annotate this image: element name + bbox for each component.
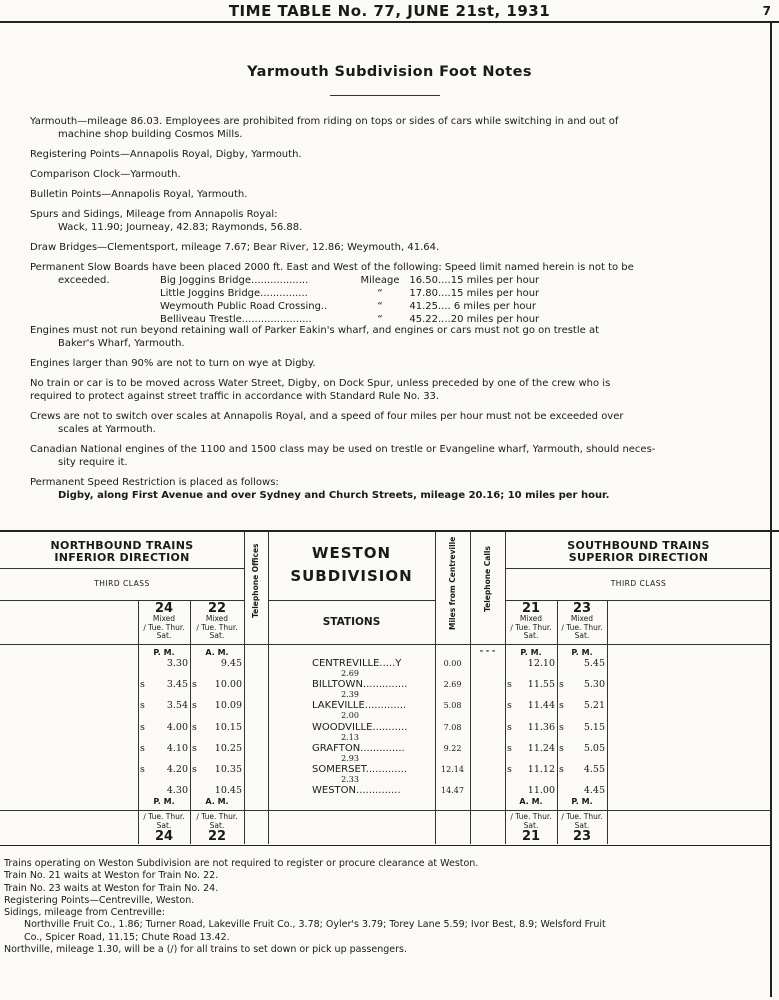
station-name: WOODVILLE........... bbox=[312, 721, 408, 733]
miles-from-centreville: 2.69 bbox=[443, 680, 462, 690]
signal-stop-flag: s bbox=[507, 721, 512, 733]
time-21: 11.00 bbox=[527, 785, 555, 797]
header-rule bbox=[0, 21, 779, 23]
time-24: 3.30 bbox=[166, 658, 188, 669]
footnote: Canadian National engines of the 1100 and 1500 class may be used on trestle or Evangeline wharf, Yarmouth, should neces- sity require it. bbox=[30, 444, 656, 468]
miles-from-centreville: 14.47 bbox=[441, 786, 464, 796]
train-22-footer: ∕ Tue. Thur. Sat. 22 bbox=[196, 812, 238, 844]
time-23: 4.55 bbox=[583, 764, 605, 775]
signal-stop-flag: s bbox=[140, 742, 145, 754]
note: Registering Points—Centreville, Weston. bbox=[4, 894, 195, 906]
train-22-header: 22 Mixed ∕ Tue. Thur. Sat. bbox=[196, 601, 238, 640]
signal-stop-flag: s bbox=[140, 679, 145, 691]
slow-boards-table bbox=[160, 274, 539, 326]
note: Trains operating on Weston Subdivision are not required to register or procure clearance at Weston. bbox=[4, 858, 479, 869]
rule bbox=[505, 568, 772, 569]
inter-station-distance: 2.00 bbox=[341, 711, 359, 721]
signal-stop-flag: s bbox=[192, 764, 197, 775]
footnote: Registering Points—Annapolis Royal, Digby, Yarmouth. bbox=[30, 149, 302, 160]
train-21-footer: ∕ Tue. Thur. Sat. 21 bbox=[510, 812, 552, 844]
miles-from-centreville: 12.14 bbox=[441, 765, 464, 774]
time-22: 10.45 bbox=[214, 785, 242, 797]
train-23-footer: ∕ Tue. Thur. Sat. 23 bbox=[561, 812, 603, 844]
right-border bbox=[770, 22, 772, 997]
footnote: Engines larger than 90% are not to turn on wye at Digby. bbox=[30, 358, 316, 369]
time-21: 11.44 bbox=[527, 700, 555, 712]
slow-row: Big Joggins Bridge.................. Mileage 16.50 ....15 miles per hour bbox=[160, 275, 540, 286]
rule bbox=[0, 810, 772, 811]
time-23: 5.30 bbox=[583, 679, 605, 691]
station-name: SOMERSET............. bbox=[312, 764, 408, 775]
rule bbox=[0, 568, 244, 569]
signal-stop-flag: s bbox=[507, 679, 512, 691]
divider bbox=[607, 600, 608, 844]
rule bbox=[505, 600, 772, 601]
time-22: 10.15 bbox=[214, 721, 242, 733]
page-number: 7 bbox=[762, 4, 771, 18]
note: Train No. 21 waits at Weston for Train No. 22. bbox=[4, 870, 219, 882]
southbound-class: THIRD CLASS bbox=[610, 579, 667, 588]
inter-station-distance: 2.39 bbox=[341, 690, 359, 700]
slow-boards-note: Permanent Slow Boards have been placed 2000 ft. East and West of the following: Speed limit named herein is not to be exceeded. Big Joggins Bridge.................. Mileage 16.50 ....15 miles per hour Little Joggins Bridge............... “ 17.80 ....15 miles per hour Weymouth Public Road Crossing.. “ 41.25 .... 6 miles per hour Belliveau Trestle...................... “ 45.22 ....20 miles per hour bbox=[30, 262, 634, 325]
time-22: 10.35 bbox=[214, 764, 242, 775]
stations-header: STATIONS bbox=[322, 616, 381, 628]
slow-row: Belliveau Trestle...................... “ 45.22 ....20 miles per hour bbox=[160, 314, 540, 325]
time-21: 11.24 bbox=[527, 742, 555, 754]
signal-stop-flag: s bbox=[559, 700, 564, 712]
footnote: Draw Bridges—Clementsport, mileage 7.67; Bear River, 12.86; Weymouth, 41.64. bbox=[30, 242, 440, 253]
signal-stop-flag: s bbox=[192, 742, 197, 754]
time-21: 11.55 bbox=[527, 679, 555, 691]
ampm: P. M. bbox=[153, 797, 175, 806]
ampm: P. M. bbox=[153, 648, 175, 657]
station-name: LAKEVILLE............. bbox=[312, 700, 407, 712]
ampm: A. M. bbox=[205, 648, 229, 657]
footnote: Comparison Clock—Yarmouth. bbox=[30, 169, 181, 180]
ampm: A. M. bbox=[205, 797, 229, 806]
time-24: 4.00 bbox=[166, 721, 188, 733]
inter-station-distance: 2.33 bbox=[341, 775, 359, 784]
time-24: 4.20 bbox=[166, 764, 188, 775]
inter-station-distance: 2.69 bbox=[341, 669, 359, 678]
signal-stop-flag: s bbox=[559, 742, 564, 754]
inter-station-distance: 2.93 bbox=[341, 753, 359, 763]
telephone-calls-header: Telephone Calls bbox=[483, 546, 492, 612]
time-23: 5.45 bbox=[583, 658, 605, 669]
ampm: P. M. bbox=[571, 648, 593, 657]
signal-stop-flag: s bbox=[559, 679, 564, 691]
time-22: 10.09 bbox=[214, 700, 242, 712]
ampm: P. M. bbox=[571, 797, 593, 806]
ampm: A. M. bbox=[519, 797, 543, 806]
time-24: 4.30 bbox=[166, 785, 188, 797]
station-name: WESTON.............. bbox=[312, 785, 401, 797]
slow-row: Little Joggins Bridge............... “ 17.80 ....15 miles per hour bbox=[160, 288, 540, 299]
rule bbox=[0, 845, 772, 846]
rule bbox=[268, 600, 435, 601]
subdivision-title: WESTON SUBDIVISION bbox=[290, 544, 413, 585]
page-header bbox=[0, 0, 779, 22]
signal-stop-flag: s bbox=[507, 700, 512, 712]
note: Northville Fruit Co., 1.86; Turner Road, Lakeville Fruit Co., 3.78; Oyler's 3.79; Torey Lane 5.59; Ivor Best, 8.9; Welsford Fruit bbox=[24, 919, 606, 931]
footnote: Yarmouth—mileage 86.03. Employees are prohibited from riding on tops or sides of cars while switching in and out of machine shop building Cosmos Mills. bbox=[30, 116, 619, 140]
timetable-top-rule bbox=[0, 530, 779, 532]
time-24: 4.10 bbox=[166, 742, 188, 754]
northbound-header: NORTHBOUND TRAINS INFERIOR DIRECTION bbox=[50, 539, 194, 564]
weston-notes bbox=[4, 858, 774, 956]
note: Sidings, mileage from Centreville: bbox=[4, 907, 165, 919]
signal-stop-flag: s bbox=[192, 679, 197, 691]
title-underline bbox=[330, 95, 440, 96]
time-22: 10.25 bbox=[214, 742, 242, 754]
train-21-header: 21 Mixed ∕ Tue. Thur. Sat. bbox=[510, 601, 552, 640]
telephone-dashes: - - - bbox=[479, 646, 496, 655]
time-21: 12.10 bbox=[527, 658, 555, 669]
divider bbox=[244, 531, 245, 844]
time-21: 11.12 bbox=[527, 764, 555, 775]
timetable-title: TIME TABLE No. 77, JUNE 21st, 1931 bbox=[228, 2, 551, 20]
ampm: P. M. bbox=[520, 648, 542, 657]
signal-stop-flag: s bbox=[140, 764, 145, 775]
inter-station-distance: 2.13 bbox=[341, 732, 359, 742]
miles-from-centreville: 5.08 bbox=[443, 701, 462, 711]
signal-stop-flag: s bbox=[507, 764, 512, 775]
train-23-header: 23 Mixed ∕ Tue. Thur. Sat. bbox=[561, 601, 603, 640]
northbound-class: THIRD CLASS bbox=[94, 579, 150, 588]
time-23: 5.05 bbox=[583, 742, 605, 754]
station-name: GRAFTON.............. bbox=[312, 742, 405, 754]
slow-row: Weymouth Public Road Crossing.. “ 41.25 .... 6 miles per hour bbox=[160, 301, 536, 312]
divider bbox=[470, 531, 471, 844]
miles-from-centreville: 0.00 bbox=[443, 659, 462, 668]
miles-from-centreville: 7.08 bbox=[443, 722, 462, 732]
footnote: Crews are not to switch over scales at Annapolis Royal, and a speed of four miles per hour must not be exceeded over scales at Yarmouth. bbox=[30, 411, 624, 435]
time-22: 10.00 bbox=[214, 679, 242, 691]
rule bbox=[0, 644, 772, 645]
note: Co., Spicer Road, 11.15; Chute Road 13.42. bbox=[24, 931, 230, 943]
time-24: 3.45 bbox=[166, 679, 188, 691]
note: Train No. 23 waits at Weston for Train No. 24. bbox=[4, 882, 219, 894]
time-24: 3.54 bbox=[166, 700, 188, 712]
signal-stop-flag: s bbox=[559, 764, 564, 775]
telephone-offices-header: Telephone Offices bbox=[251, 543, 260, 618]
time-21: 11.36 bbox=[527, 721, 555, 733]
station-name: BILLTOWN.............. bbox=[312, 679, 408, 691]
footnote: Spurs and Sidings, Mileage from Annapolis Royal: Wack, 11.90; Journeay, 42.83; Raymonds, 56.88. bbox=[30, 209, 303, 233]
train-24-header: 24 Mixed ∕ Tue. Thur. Sat. bbox=[143, 601, 185, 640]
train-24-footer: ∕ Tue. Thur. Sat. 24 bbox=[143, 812, 185, 844]
signal-stop-flag: s bbox=[559, 721, 564, 733]
signal-stop-flag: s bbox=[140, 721, 145, 733]
note: Northville, mileage 1.30, will be a (/) for all trains to set down or pick up passengers. bbox=[4, 944, 407, 956]
footnote: No train or car is to be moved across Water Street, Digby, on Dock Spur, unless preceded by one of the crew who is required to protect against street traffic in accordance with Standard Rule No. 33. bbox=[30, 378, 611, 402]
miles-from-centreville: 9.22 bbox=[443, 743, 462, 753]
station-name: CENTREVILLE.....Y bbox=[312, 658, 402, 669]
miles-header: Miles from Centreville bbox=[448, 536, 457, 630]
signal-stop-flag: s bbox=[140, 700, 145, 712]
footnotes-title: Yarmouth Subdivision Foot Notes bbox=[247, 64, 532, 80]
footnotes-block-1 bbox=[30, 115, 740, 330]
signal-stop-flag: s bbox=[192, 721, 197, 733]
time-23: 4.45 bbox=[583, 785, 605, 797]
signal-stop-flag: s bbox=[192, 700, 197, 712]
footnote: Engines must not run beyond retaining wall of Parker Eakin's wharf, and engines or cars must not go on trestle at Baker's Wharf, Yarmouth. bbox=[30, 325, 600, 349]
time-23: 5.21 bbox=[583, 700, 605, 712]
southbound-header: SOUTHBOUND TRAINS SUPERIOR DIRECTION bbox=[567, 539, 710, 564]
footnote: Permanent Speed Restriction is placed as follows: Digby, along First Avenue and over Sydney and Church Streets, mileage 20.16; 10 miles per hour. bbox=[30, 477, 610, 501]
footnote: Bulletin Points—Annapolis Royal, Yarmouth. bbox=[30, 189, 248, 200]
signal-stop-flag: s bbox=[507, 742, 512, 754]
footnotes-block-2 bbox=[30, 324, 740, 502]
time-23: 5.15 bbox=[583, 721, 605, 733]
time-22: 9.45 bbox=[220, 658, 242, 669]
